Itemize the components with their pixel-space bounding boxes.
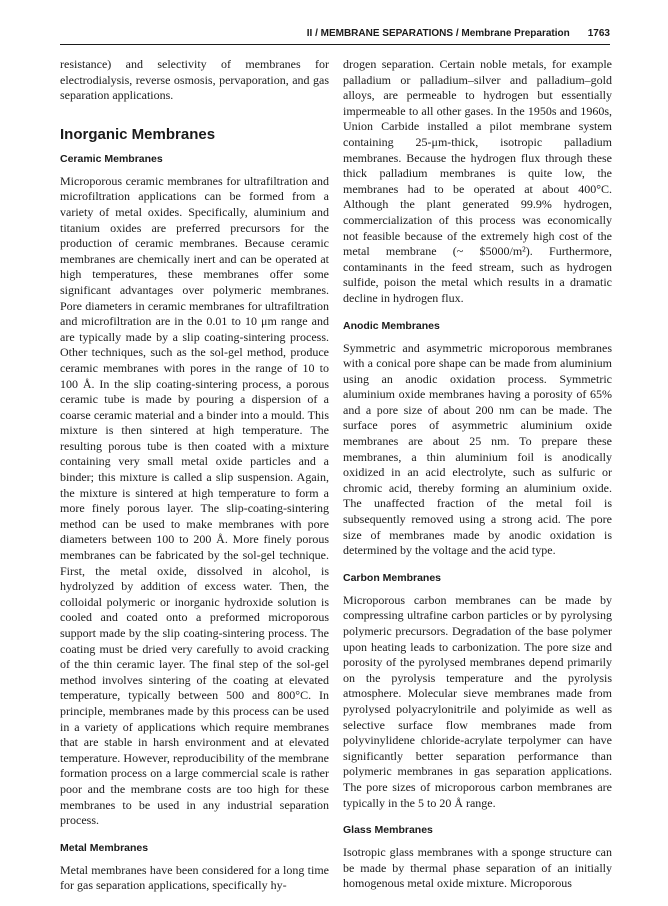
paragraph-carbon: Microporous carbon membranes can be made by compressing ultrafine carbon particles or by pyrolysing polymeric precursors. Degradation of the base polymer upon heating leads to carbonization. The pore size and porosity of the pyrolysed membranes depend primarily on the pyrolysis temperature and the pyrolysis atmosphere. Molecular sieve membranes made from pyrolysed polyacrylonitrile and polyimide as well as selective surface flow membranes made from polyvinylidene chloride-acrylate terpolymer can have significantly better separation performance than polymeric membranes in gas separation applications. The pore sizes of microporous carbon membranes are typically in the 5 to 20 Å range. bbox=[343, 592, 612, 810]
left-column bbox=[60, 57, 329, 906]
paragraph-anodic: Symmetric and asymmetric microporous membranes with a conical pore shape can be made from aluminium using an anodic oxidation process. Symmetric aluminium oxide membranes having a porosity of 65% and a pore size of about 200 nm can be made. The surface pores of asymmetric aluminium oxide membranes are about 25 nm. To prepare these membranes, a thin aluminium foil is anodically oxidized in an acid electrolyte, such as sulfuric or chromic acid, thereby forming an aluminium oxide. The unaffected fraction of the metal foil is subsequently removed using a strong acid. The pore size of membranes made by anodic oxidation is determined by the voltage and the acid type. bbox=[343, 340, 612, 558]
heading-glass-membranes: Glass Membranes bbox=[343, 824, 433, 837]
paragraph-ceramic: Microporous ceramic membranes for ultrafiltration and microfiltration applications can be formed from a variety of metal oxides. Specifically, aluminium and titanium oxides are preferred precursors for the production of ceramic membranes. Because ceramic membranes are chemically inert and can be operated at high temperatures, these membranes offer some significant advantages over polymeric membranes. Pore diameters in ceramic membranes for ultrafiltration and microfiltration are in the 0.01 to 10 μm range and are typically made by a slip coating-sintering process. Other techniques, such as the sol-gel method, produce ceramic membranes with pores in the range of 10 to 100 Å. In the slip coating-sintering process, a porous ceramic tube is made by pouring a dispersion of a coarse ceramic material and a binder into a mould. This mixture is then sintered at high temperature. The resulting porous tube is then coated with a mixture containing very small metal oxide particles and a binder; this mixture is called a slip suspension. Again, the mixture is sintered at high temperature to form a more finely porous layer. The slip-coating-sintering method can be used to make membranes with pore diameters between 100 to 200 Å. More finely porous membranes can be fabricated by the sol-gel technique. First, the metal oxide, dissolved in alcohol, is hydrolyzed by addition of excess water. Then, the colloidal polymeric or inorganic hydroxide solution is cooled and coated onto a preformed microporous support made by the slip coating-sintering process. The coating must be dried very carefully to avoid cracking of the thin ceramic layer. The final step of the sol-gel method involves sintering of the coating at elevated temperature, typically between 500 and 800°C. In principle, membranes made by this process can be used in a variety of applications which require membranes that are stable in harsh environment and at elevated temperature. However, reproducibility of the membrane formation process on a large commercial scale is rather poor and the membrane costs are too high for these membranes to be used in any industrial separation process. bbox=[60, 173, 329, 828]
page-number: 1763 bbox=[587, 28, 610, 39]
paragraph-metal-continued: drogen separation. Certain noble metals, for example palladium or palladium–silver and palladium–gold alloys, are permeable to hydrogen but essentially impermeable to all other gases. In the 1950s and 1960s, Union Carbide installed a pilot membrane system containing 25-μm-thick, isotropic palladium membranes. Because the hydrogen flux through these thick palladium membranes is quite low, the membranes had to be operated at about 400°C. Although the plant generated 99.9% hydrogen, commercialization of this process was economically not feasible because of the extremely high cost of the metal membrane (~ $5000/m²). Furthermore, contaminants in the feed stream, such as hydrogen sulfide, poison the metal which results in a dramatic decline in hydrogen flux. bbox=[343, 57, 612, 305]
paragraph-glass: Isotropic glass membranes with a sponge structure can be made by thermal phase separation of an initially homogenous metal oxide mixture. Microporous bbox=[343, 845, 612, 891]
heading-inorganic-membranes: Inorganic Membranes bbox=[60, 125, 216, 143]
right-column bbox=[343, 57, 612, 904]
header-rule bbox=[60, 44, 610, 45]
paragraph-metal: Metal membranes have been considered for a long time for gas separation applications, specifically hy- bbox=[60, 862, 329, 893]
running-header bbox=[60, 28, 610, 39]
paragraph-continued: resistance) and selectivity of membranes for electrodialysis, reverse osmosis, pervaporation, and gas separation applications. bbox=[60, 57, 329, 103]
heading-anodic-membranes: Anodic Membranes bbox=[343, 319, 440, 332]
heading-metal-membranes: Metal Membranes bbox=[60, 841, 149, 854]
heading-ceramic-membranes: Ceramic Membranes bbox=[60, 152, 163, 165]
header-section-title: II / MEMBRANE SEPARATIONS / Membrane Preparation bbox=[306, 28, 570, 39]
heading-carbon-membranes: Carbon Membranes bbox=[343, 571, 442, 584]
